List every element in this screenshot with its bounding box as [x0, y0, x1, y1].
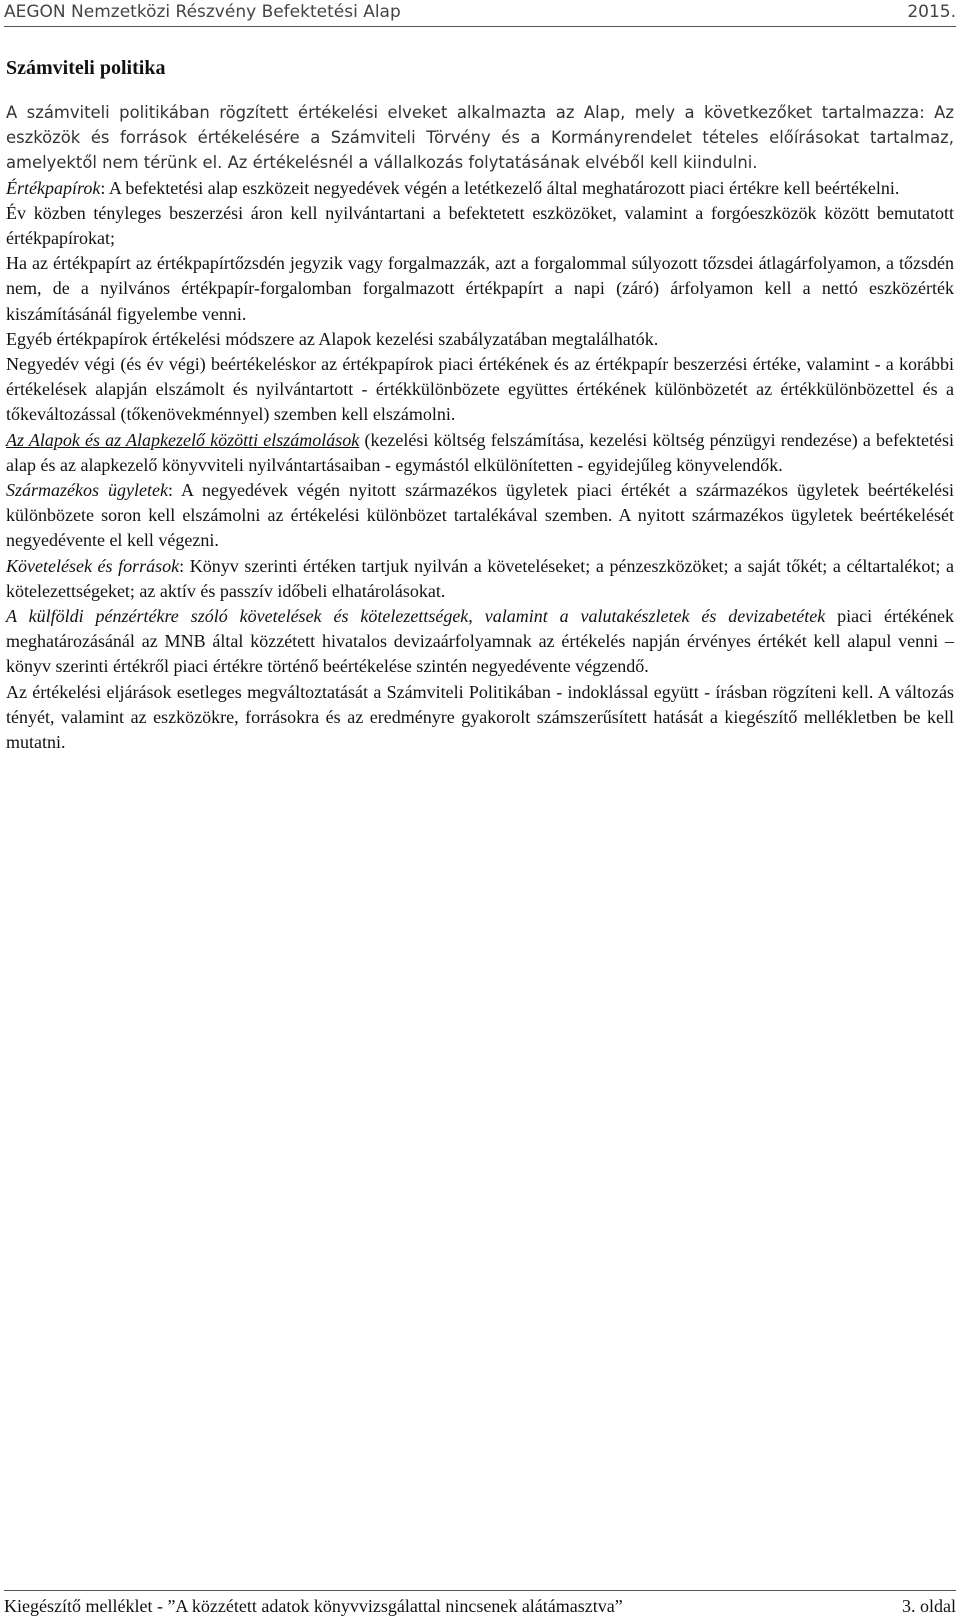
paragraph-receivables	[6, 554, 954, 604]
paragraph-exchange-price: Ha az értékpapírt az értékpapírtőzsdén jegyzik vagy forgalmazzák, azt a forgalommal súlyozott tőzsdei átlagárfolyamon, a tőzsdén nem, de a nyilvános értékpapír-forgalomban forgalmazott értékpapírt a napi (záró) árfolyamon kell a nettó eszközérték kiszámításánál figyelembe venni.	[6, 253, 954, 324]
paragraph-receivables-label: Követelések és források	[6, 555, 180, 576]
paragraph-securities	[6, 176, 954, 201]
document-body	[6, 100, 954, 755]
page-number: 3. oldal	[902, 1596, 956, 1616]
paragraph-receivables-text: : Könyv szerinti értéken tartjuk nyilván a követeléseket; a pénzeszközöket; a saját tőkét; a céltartalékot; a kötelezettségeket; az aktív és passzív időbeli elhatárolásokat.	[6, 555, 954, 601]
paragraph-settlements	[6, 428, 954, 478]
paragraph-foreign-currency	[6, 604, 954, 680]
page-footer	[4, 1590, 956, 1617]
paragraph-other-securities: Egyéb értékpapírok értékelési módszere az Alapok kezelési szabályzatában megtalálhatók.	[6, 328, 659, 349]
header-title: AEGON Nemzetközi Részvény Befektetési Alap	[4, 2, 401, 22]
footer-note: Kiegészítő melléklet - ”A közzétett adatok könyvvizsgálattal nincsenek alátámasztva”	[4, 1596, 623, 1616]
paragraph-quarterly-revaluation: Negyedév végi (és év végi) beértékeléskor az értékpapírok piaci értékének és az értékpapír beszerzési értéke, valamint - a korábbi értékelések alapján elszámolt és nyilvántartott - értékkülönbözete együttes értékének különbözetét az értékkülönbözettel és a tőkeváltozással (tőkenövekménnyel) szemben kell elszámolni.	[6, 354, 954, 425]
page-header	[4, 2, 956, 27]
paragraph-derivatives-label: Származékos ügyletek	[6, 480, 168, 501]
paragraph-settlements-label: Az Alapok és az Alapkezelő közötti elszámolások	[6, 429, 360, 450]
section-title: Számviteli politika	[6, 57, 166, 79]
paragraph-accounting-principles: A számviteli politikában rögzített értékelési elveket alkalmazta az Alap, mely a következőket tartalmazza: Az eszközök és források értékelésére a Számviteli Törvény és a Kormányrendelet tételes előírásokat tartalmaz, amelyektől nem térünk el. Az értékelésnél a vállalkozás folytatásának elvéből kell kiindulni.	[6, 103, 954, 173]
paragraph-settlements-text: (kezelési költség felszámítása, kezelési költség pénzügyi rendezése) a befektetési alap és az alapkezelő könyvviteli nyilvántartásaiban - egymástól elkülönítetten - egyidejűleg könyvelendők.	[6, 429, 954, 475]
header-year: 2015.	[907, 2, 956, 22]
paragraph-acquisition-cost: Év közben tényleges beszerzési áron kell nyilvántartani a befektetett eszközöket, valamint a forgóeszközök között bemutatott értékpapírokat;	[6, 202, 954, 249]
paragraph-method-changes: Az értékelési eljárások esetleges megváltoztatását a Számviteli Politikában - indoklással együtt - írásban rögzíteni kell. A változás tényét, valamint az eszközökre, forrásokra és az eredményre gyakorolt számszerűsített hatását a kiegészítő mellékletben be kell mutatni.	[6, 681, 954, 753]
paragraph-foreign-currency-label: A külföldi pénzértékre szóló követelések és kötelezettségek, valamint a valutakészletek és devizabetétek	[6, 606, 826, 627]
paragraph-derivatives	[6, 478, 954, 554]
paragraph-derivatives-text: : A negyedévek végén nyitott származékos ügyletek piaci értékét a származékos ügyletek beértékelési különbözete soron kell elszámolni az értékelési különbözet tartalékával szemben. A nyitott származékos ügyletek beértékelését negyedévente el kell végezni.	[6, 480, 954, 551]
paragraph-securities-text: : A befektetési alap eszközeit negyedévek végén a letétkezelő által meghatározott piaci értékre kell beértékelni.	[100, 177, 900, 198]
paragraph-foreign-currency-text: piaci értékének meghatározásánál az MNB által közzétett hivatalos devizaárfolyamnak az értékelés napján érvényes értékét kell alapul venni – könyv szerinti értékről piaci értékre történő beértékelése szintén negyedévente végzendő.	[6, 606, 954, 677]
paragraph-securities-label: Értékpapírok	[6, 177, 101, 198]
